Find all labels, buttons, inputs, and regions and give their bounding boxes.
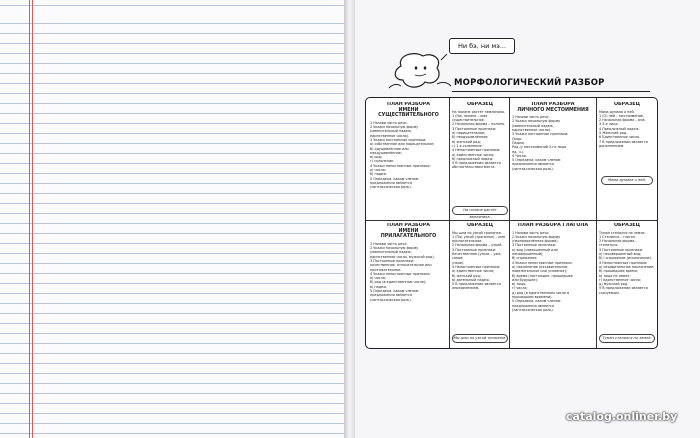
noun-example-heading: ОБРАЗЕЦ bbox=[466, 102, 494, 107]
adjective-plan-text: 1 Назови часть речи. 2 Укажи начальную форму (именительный падеж, единственное число, мужской род). 3 Постоянные признаки: качественное, относительное или притяжательное. 4 Укажи непостоянные признаки: а) число; б) род (в единственном числе); в) падеж. 5 Определи, каким членом предложения является (синтаксическая роль). bbox=[370, 241, 435, 302]
adjective-plan bbox=[370, 223, 447, 345]
noun-plan bbox=[370, 102, 447, 218]
verb-example-sample: Туман стелился по земле. bbox=[599, 334, 655, 343]
verb-plan bbox=[512, 223, 594, 345]
pronoun-example-text: Мама думала о ней. 1 (О) ней – местоимение. 2 Начальная форма – она. 3 3-е лицо. 4 Предложный падеж. 5 Женский род. 6 Единственное число. 7 В предложении является дополнением. bbox=[599, 109, 648, 148]
verb-example-text: Туман стелился по земле. 1 Стелился – глагол. 2 Начальная форма – стелиться. 3 Постоянные признаки: а) несовершенный вид; б) I спряжение (исключение). 4 Непостоянные признаки: а) изъявительное наклонение; б) прошедшее время; в) лица не имеет; г) единственное число; д) мужской род. 5 В предложении является сказуемым. bbox=[599, 230, 655, 295]
divider bbox=[596, 98, 597, 348]
pronoun-plan-heading: ПЛАН РАЗБОРА ЛИЧНОГО МЕСТОИМЕНИЯ bbox=[517, 102, 589, 113]
adjective-plan-heading: ПЛАН РАЗБОРА ИМЕНИ ПРИЛАГАТЕЛЬНОГО bbox=[380, 223, 437, 240]
pronoun-plan-text: 1 Назови часть речи. 2 Укажи начальную форму (именительный падеж, единственное число). 3 Укажи постоянные признаки: Лицо. Падеж. Род (у местоимений 3-го лица ед. ч.). 4 Число. 5 Определи, каким членом предложения является (синтаксическая роль). bbox=[512, 115, 569, 171]
watermark: catalog.onliner.by bbox=[566, 410, 678, 423]
lined-left-page bbox=[0, 0, 346, 438]
pronoun-plan bbox=[512, 102, 594, 218]
noun-plan-text: 1 Назови часть речи. 2 Укажи начальную форму (именительный падеж, единственное число). 3 Укажи постоянные признаки: а) собственное или нарицательное; б) одушевлённое или неодушевлённое; в) род; г) склонение. 4 Укажи непостоянные признаки: а) число; б) падеж. 5 Определи, каким членом предложения является (синтаксическая роль). bbox=[370, 120, 435, 190]
title-underline bbox=[452, 91, 650, 92]
divider bbox=[449, 98, 450, 348]
speech-bubble: Ни бэ, ни мэ... bbox=[449, 38, 515, 54]
margin-line bbox=[29, 0, 30, 438]
sheep-doodle-icon bbox=[385, 46, 457, 96]
pronoun-example-sample: Мама думала о ней. bbox=[601, 176, 653, 185]
noun-example-text: На поляне растёт земляника. 1 (На) поляне – имя существительное. 2 Начальная форма – поляна. 3 Постоянные признаки: а) нарицательное; б) неодушевлённое; в) женский род; г) 1-е склонение. 4 Непостоянные признаки: а) единственное число; б) предложный падеж. 5 В предложении является обстоятельством места. bbox=[452, 109, 506, 170]
adjective-example-text: Мы шли по узкой тропинке. 1 (По) узкой (тропинке) – имя прилагательное. 2 Начальная форма – узкий. 3 Постоянные признаки: Качественное (узкое – уже, самое узкое). 4 Непостоянные признаки: а) единственное число; б) женский род; в) дательный падеж. 5 В предложении является определением. bbox=[452, 230, 506, 291]
verb-plan-text: 1 Назови часть речи. 2 Укажи начальную форму (неопределённая форма). 3 Постоянные признаки: а) вид (совершенный или несовершенный); б) спряжение. 4 Укажи непостоянные признаки: а) наклонение (изъявительное, повелительное или условное); б) время (настоящее, прошедшее или будущее); в) лицо; г) число; д) род (в единственном числе в прошедшем времени). 5 Определи, каким членом предложения является (синтаксическая роль). bbox=[512, 230, 573, 312]
adjective-example-heading: ОБРАЗЕЦ bbox=[466, 223, 494, 228]
noun-example-sample: На поляне растёт земляника. bbox=[452, 206, 508, 215]
adjective-example bbox=[452, 223, 508, 345]
verb-example-heading: ОБРАЗЕЦ bbox=[613, 223, 641, 228]
margin-line-second bbox=[32, 0, 33, 438]
adjective-example-sample: Мы шли по узкой тропинке. bbox=[452, 334, 508, 343]
parsing-table bbox=[365, 97, 658, 349]
verb-example bbox=[599, 223, 655, 345]
pronoun-example-heading: ОБРАЗЕЦ bbox=[613, 102, 641, 107]
page-title: МОРФОЛОГИЧЕСКИЙ РАЗБОР bbox=[454, 78, 605, 88]
noun-plan-heading: ПЛАН РАЗБОРА ИМЕНИ СУЩЕСТВИТЕЛЬНОГО bbox=[378, 102, 439, 119]
pronoun-example bbox=[599, 102, 655, 218]
verb-plan-heading: ПЛАН РАЗБОРА ГЛАГОЛА bbox=[517, 223, 589, 228]
divider bbox=[509, 98, 510, 348]
noun-example bbox=[452, 102, 508, 218]
divider bbox=[366, 220, 657, 221]
